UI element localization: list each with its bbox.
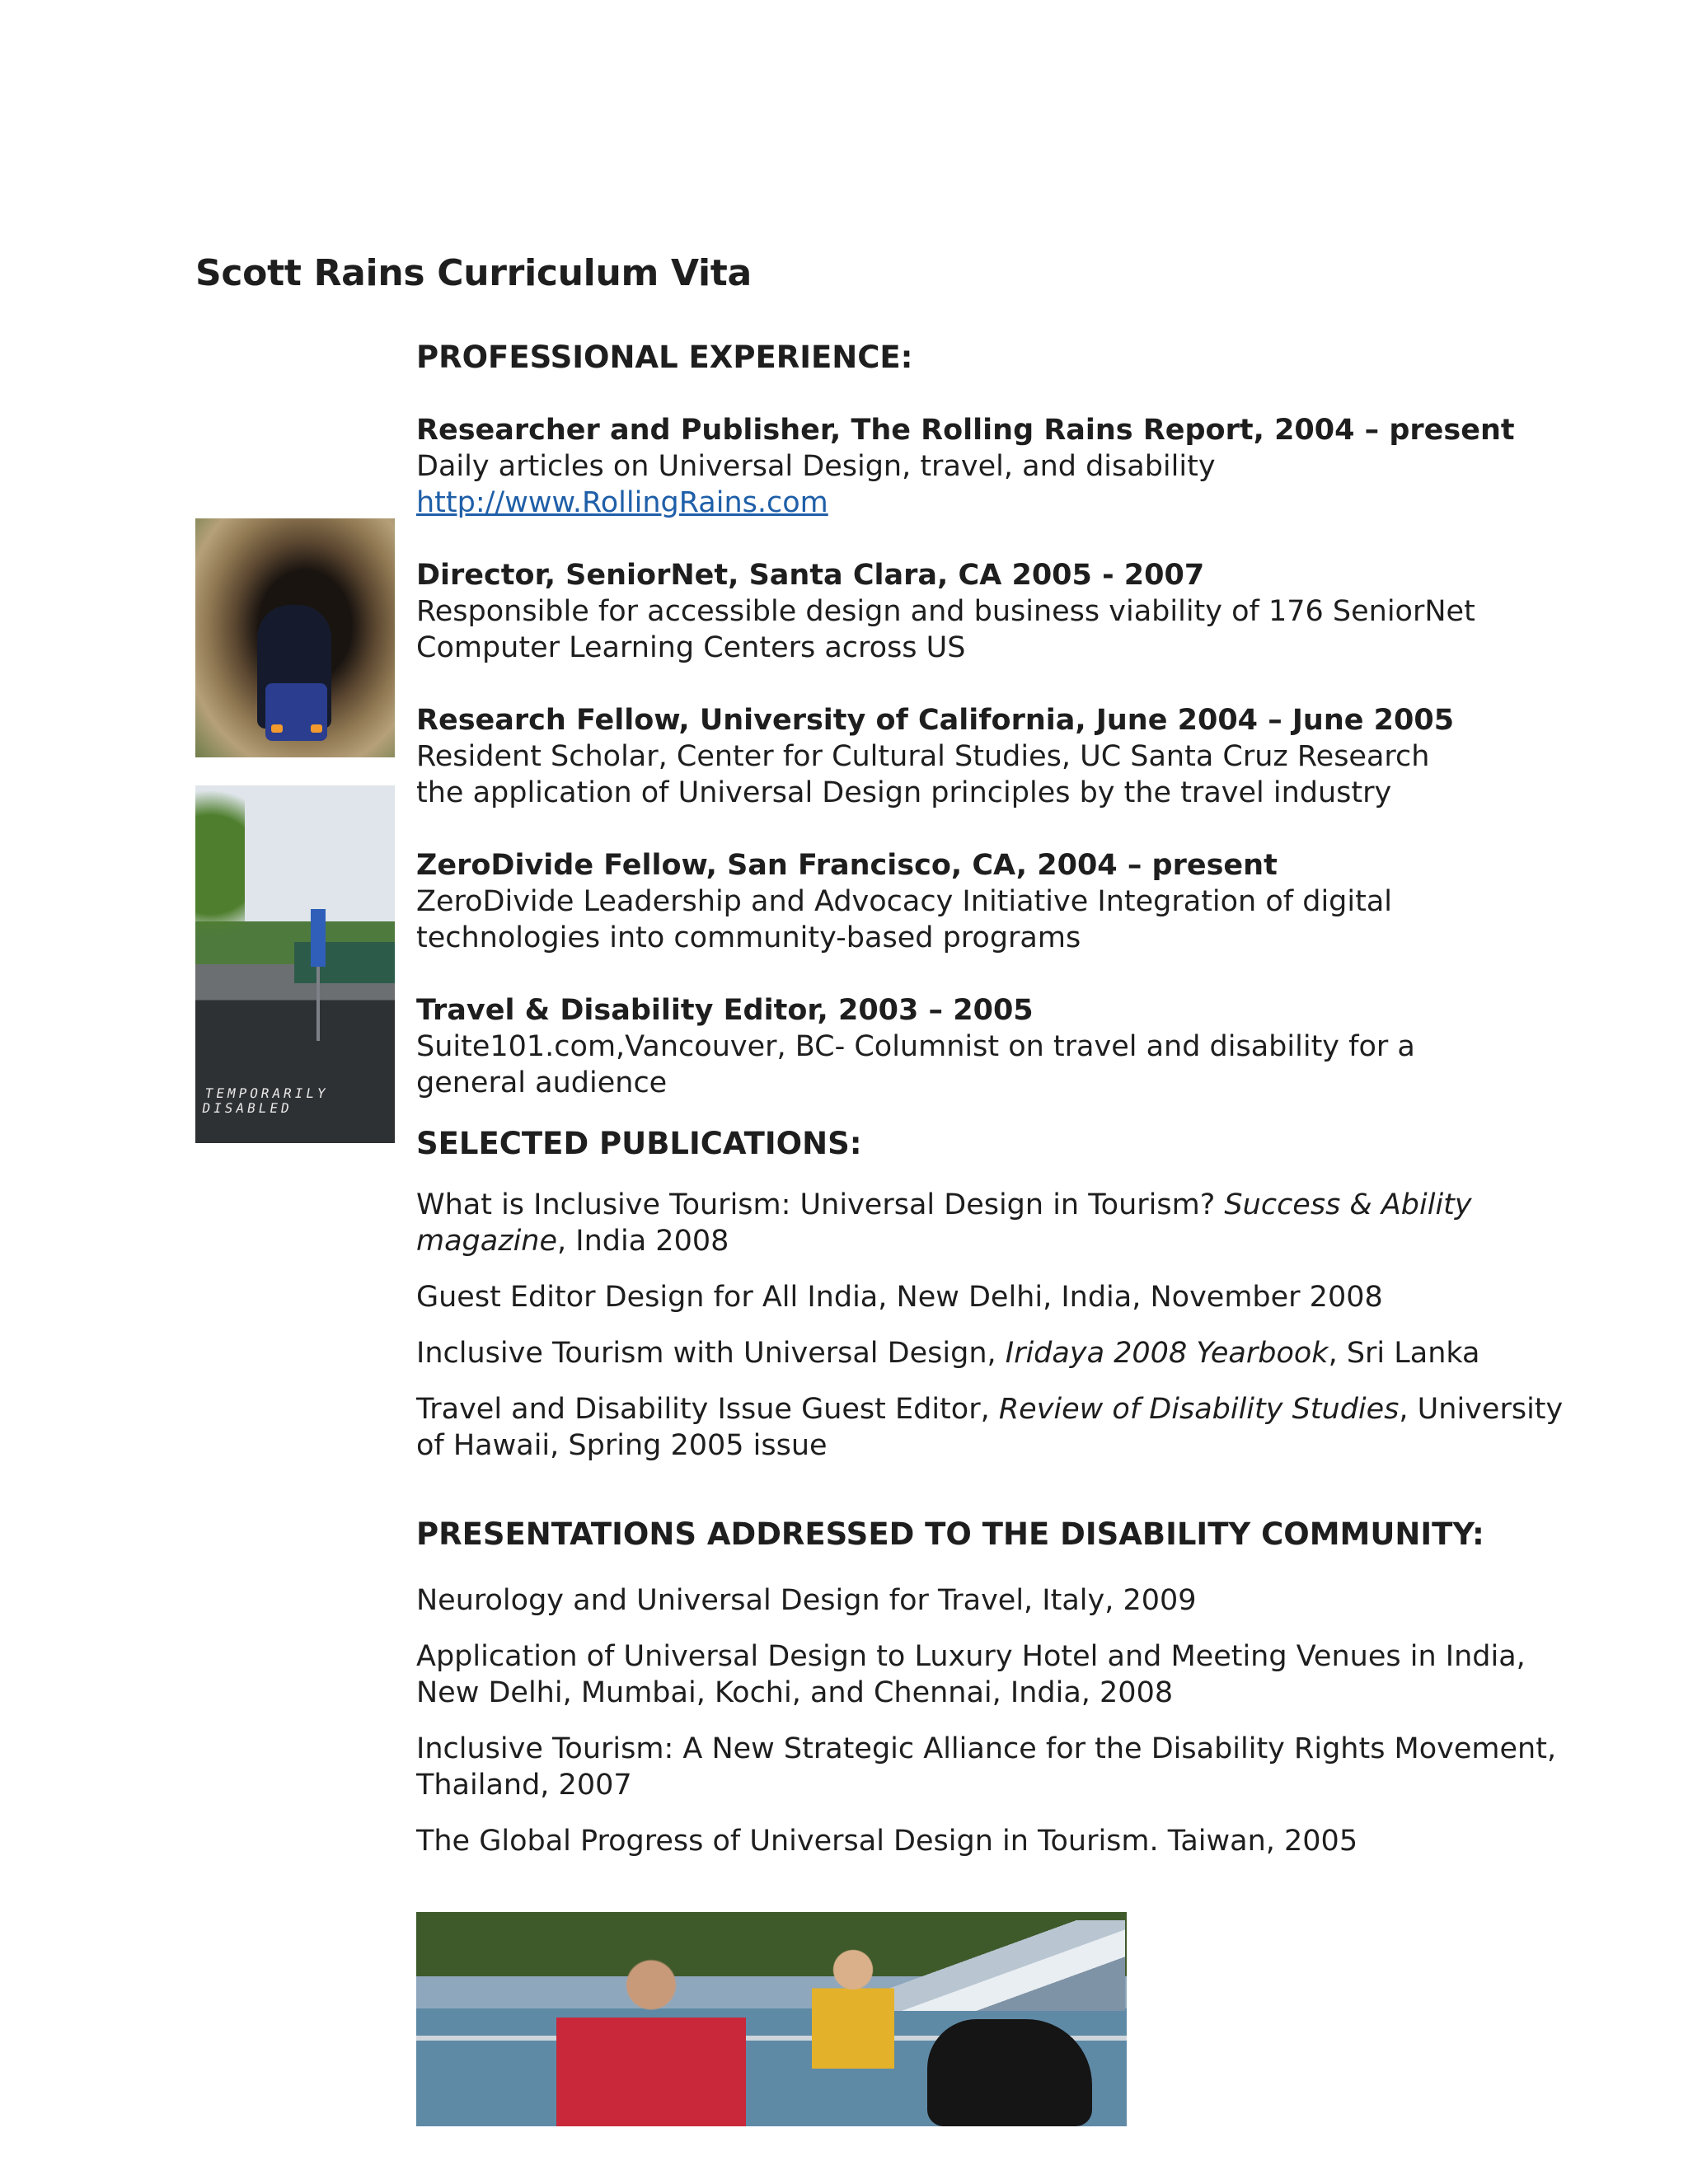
presentation-item: Inclusive Tourism: A New Strategic Alliance for the Disability Rights Movement, Thailand, 2007 <box>416 1732 1557 1802</box>
publication-text: , India 2008 <box>557 1225 729 1258</box>
job-description: the application of Universal Design principles by the travel industry <box>416 776 1392 809</box>
photo-parking-sign-shape <box>311 909 326 967</box>
job-description: Responsible for accessible design and business viability of 176 SeniorNet <box>416 595 1475 628</box>
publication-text: Travel and Disability Issue Guest Editor, <box>416 1393 999 1426</box>
photo-man-shape <box>556 1945 746 2126</box>
presentation-item: Application of Universal Design to Luxury Hotel and Meeting Venues in India, New Delhi, Mumbai, Kochi, and Chennai, India, 2008 <box>416 1640 1526 1709</box>
tunnel-wheelchair-photo <box>195 518 395 757</box>
job-description: Resident Scholar, Center for Cultural Studies, UC Santa Cruz Research <box>416 740 1430 773</box>
publication-source: Success & Ability magazine <box>416 1188 1472 1258</box>
parking-lot-photo <box>195 785 395 1143</box>
presentations-heading: PRESENTATIONS ADDRESSED TO THE DISABILITY COMMUNITY: <box>416 1516 1484 1552</box>
photo-light-shape <box>271 724 283 733</box>
publication-text: Guest Editor Design for All India, New Delhi, India, November 2008 <box>416 1281 1383 1314</box>
cv-content <box>416 340 1570 1879</box>
job-entry <box>416 992 1570 1101</box>
photo-light-shape <box>311 724 322 733</box>
publication-text: , Sri Lanka <box>1328 1337 1480 1370</box>
publication-item <box>416 1279 1570 1315</box>
page-title: Scott Rains Curriculum Vita <box>195 252 752 294</box>
job-title: Director, SeniorNet, Santa Clara, CA 2005 - 2007 <box>416 559 1205 592</box>
photo-dog-shape <box>927 2019 1092 2126</box>
publication-item <box>416 1335 1570 1371</box>
job-entry <box>416 702 1570 811</box>
publication-text: Inclusive Tourism with Universal Design, <box>416 1337 1006 1370</box>
presentation-item: The Global Progress of Universal Design in Tourism. Taiwan, 2005 <box>416 1825 1358 1858</box>
publications-heading: SELECTED PUBLICATIONS: <box>416 1126 862 1161</box>
job-entry <box>416 412 1570 521</box>
parking-road-marking: TEMPORARILY DISABLED <box>200 1085 331 1116</box>
photo-woman-shape <box>812 1945 894 2069</box>
job-entry <box>416 557 1570 666</box>
rollingrains-link[interactable]: http://www.RollingRains.com <box>416 486 828 519</box>
publication-text: What is Inclusive Tourism: Universal Design in Tourism? <box>416 1188 1225 1221</box>
job-entry <box>416 847 1570 956</box>
job-description: Computer Learning Centers across US <box>416 631 966 664</box>
photo-mountain-shape <box>878 1920 1125 2011</box>
job-description: ZeroDivide Leadership and Advocacy Initiative Integration of digital <box>416 885 1393 918</box>
photo-tree-shape <box>195 785 245 983</box>
boat-trip-photo <box>416 1912 1127 2126</box>
job-title: Researcher and Publisher, The Rolling Rains Report, 2004 – present <box>416 414 1515 447</box>
job-description: technologies into community-based programs <box>416 921 1081 954</box>
publication-item <box>416 1187 1570 1259</box>
publication-source: Review of Disability Studies <box>998 1393 1400 1426</box>
photo-building-shape <box>294 942 395 983</box>
job-description: Suite101.com,Vancouver, BC- Columnist on travel and disability for a <box>416 1030 1415 1063</box>
experience-heading: PROFESSIONAL EXPERIENCE: <box>416 340 913 375</box>
publication-text: , University of Hawaii, Spring 2005 issue <box>416 1393 1564 1462</box>
presentation-item: Neurology and Universal Design for Travel, Italy, 2009 <box>416 1584 1197 1617</box>
job-title: Research Fellow, University of California, June 2004 – June 2005 <box>416 704 1455 737</box>
job-title: Travel & Disability Editor, 2003 – 2005 <box>416 994 1034 1027</box>
job-description: Daily articles on Universal Design, travel, and disability <box>416 450 1216 483</box>
publication-source: Iridaya 2008 Yearbook <box>1005 1337 1329 1370</box>
publication-item <box>416 1391 1570 1464</box>
photo-signpost-shape <box>316 958 320 1041</box>
job-title: ZeroDivide Fellow, San Francisco, CA, 2004 – present <box>416 849 1278 882</box>
job-description: general audience <box>416 1066 668 1099</box>
